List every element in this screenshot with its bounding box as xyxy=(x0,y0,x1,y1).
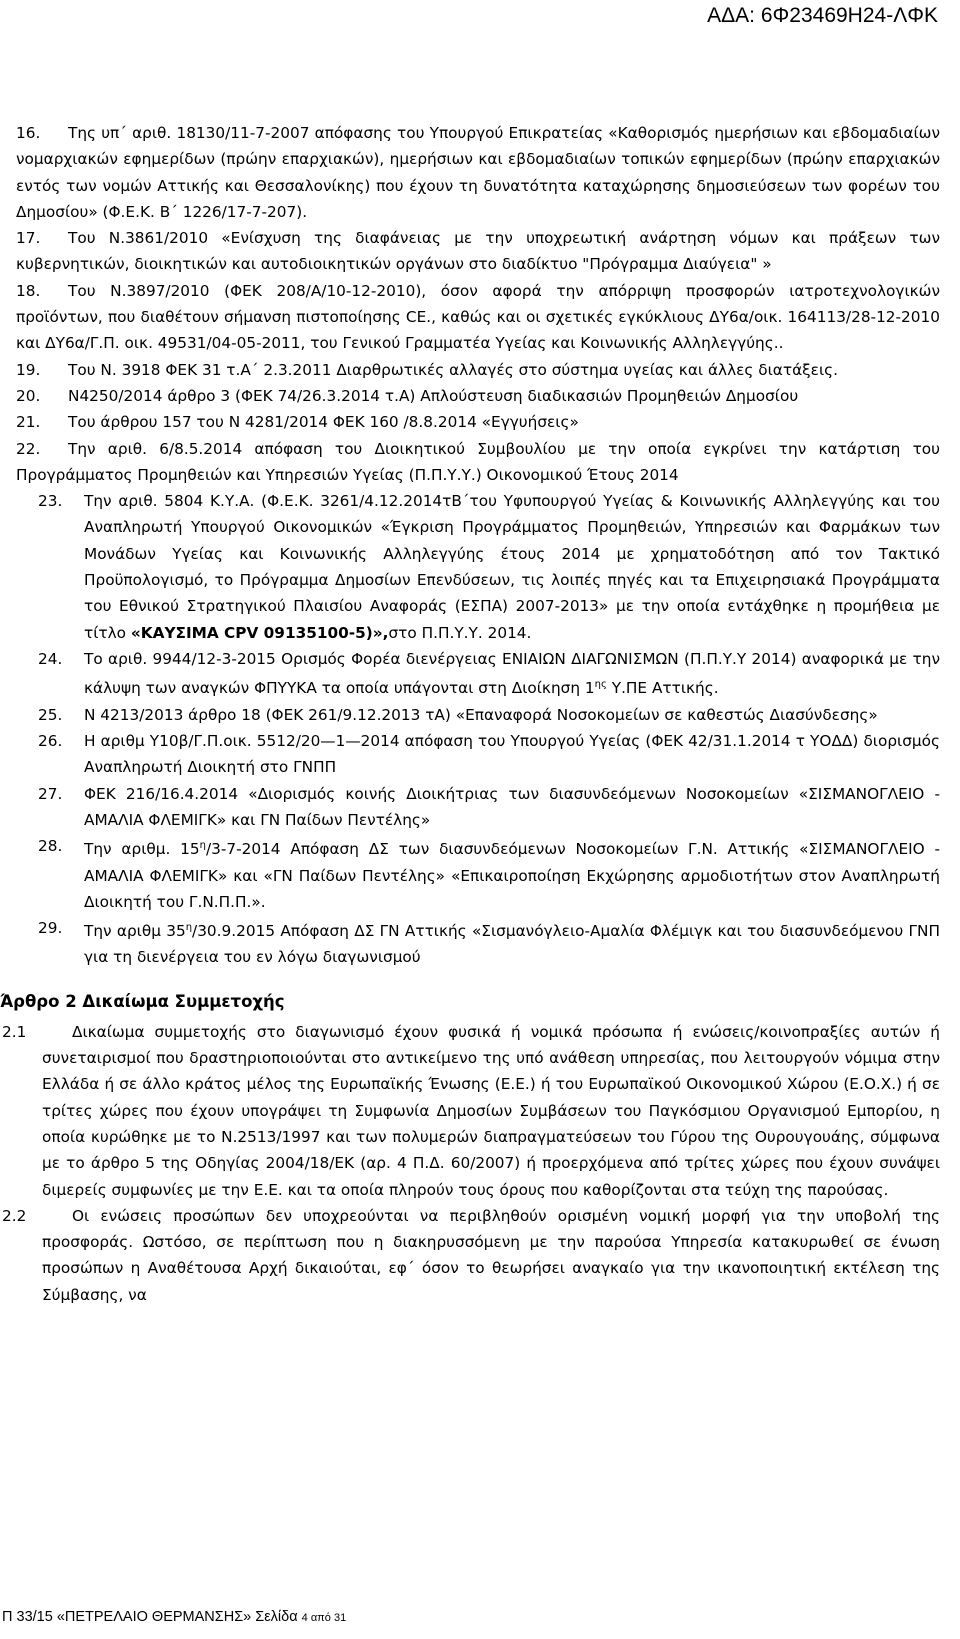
list-item-text-main: Ν4250/2014 άρθρο 3 (ΦΕΚ 74/26.3.2014 τ.Α) Απλούστευση διαδικασιών Προμηθειών Δημοσίου xyxy=(68,386,799,405)
list-item-text xyxy=(16,409,940,435)
list-item-text-main: Του Ν.3861/2010 «Ενίσχυση της διαφάνειας με την υποχρεωτική ανάρτηση νόμων και πράξεων των κυβερνητικών, διοικητικών και αυτοδιοικητικών οργάνων στο διαδίκτυο "Πρόγραμμα Διαύγεια" » xyxy=(16,229,940,274)
list-item-text-tail: /3-7-2014 Απόφαση ΔΣ των διασυνδεόμενων Νοσοκομείων Γ.Ν. Αττικής «ΣΙΣΜΑΝΟΓΛΕΙΟ - ΑΜΑΛΙΑ ΦΛΕΜΙΓΚ» και «ΓΝ Παίδων Πεντέλης» «Επικαιροποίηση Εκχώρησης αρμοδιοτήτων στον Αναπληρωτή Διοικητή του Γ.Ν.Π.Π.». xyxy=(84,840,940,911)
list-item-number: 16. xyxy=(16,124,41,142)
list-item-text-main: Του Ν.3897/2010 (ΦΕΚ 208/Α/10-12-2010), όσον αφορά την απόρριψη προσφορών ιατροτεχνολογικών προϊόντων, που διαθέτουν σήμανση πιστοποίησης CE., καθώς και οι σχετικές εγκύκλιους ΔΥ6α/οικ. 164113/28-12-2010 και ΔΥ6α/Γ.Π. οικ. 49531/04-05-2011, του Γενικού Γραμματέα Υγείας και Κοινωνικής Αλληλεγγύης.. xyxy=(16,281,940,353)
list-item-text xyxy=(16,383,940,409)
list-item xyxy=(0,833,940,915)
list-item-text xyxy=(16,120,940,225)
article-section xyxy=(0,1019,940,1203)
list-item xyxy=(0,357,940,383)
list-item-text xyxy=(16,278,940,357)
list-item xyxy=(0,728,940,781)
list-item-text-main: Της υπ΄ αριθ. 18130/11-7-2007 απόφασης του Υπουργού Επικρατείας «Καθορισμός ημερήσιων και εβδομαδιαίων νομαρχιακών εφημερίδων (πρώην επαρχιακών), ημερήσιων και εβδομαδιαίων τοπικών εφημερίδων (πρώην επαρχιακών εντός των νομών Αττικής και Θεσσαλονίκης) που έχουν τη δυνατότητα καταχώρησης δημοσιεύσεων των φορέων του Δημοσίου» (Φ.Ε.Κ. Β΄ 1226/17-7-207). xyxy=(16,124,940,221)
list-item-text-main: Ν 4213/2013 άρθρο 18 (ΦΕΚ 261/9.12.2013 τΑ) «Επαναφορά Νοσοκομείων σε καθεστώς Διασύνδεσης» xyxy=(84,705,878,724)
list-item-text-main: Την αριθ. 5804 Κ.Υ.Α. (Φ.Ε.Κ. 3261/4.12.2014τΒ΄του Υφυπουργού Υγείας & Κοινωνικής Αλληλεγγύης και του Αναπληρωτή Υπουργού Οικονομικών «Έγκριση Προγράμματος Προμηθειών, Υπηρεσιών και Φαρμάκων των Μονάδων Υγείας και Κοινωνικής Αλληλεγγύης έτους 2014 με χρηματοδότηση από τον Τακτικό Προϋπολογισμό, το Πρόγραμμα Δημοσίων Επενδύσεων, τις λοιπές πηγές και τα Επιχειρησιακά Προγράμματα του Εθνικού Στρατηγικού Πλαισίου Αναφοράς (ΕΣΠΑ) 2007-2013» με την οποία εντάχθηκε η προμήθεια με τίτλο xyxy=(84,492,940,642)
list-item-text-tail: /30.9.2015 Απόφαση ΔΣ ΓΝ Αττικής «Σισμανόγλειο-Αμαλία Φλέμιγκ και του διασυνδεόμενου ΓΝΠ για τη διενέργεια του εν λόγω διαγωνισμού xyxy=(84,922,940,967)
list-item-number: 26. xyxy=(38,731,63,750)
list-item-text xyxy=(84,488,940,646)
list-item-number: 23. xyxy=(38,492,63,511)
page-footer xyxy=(2,1609,346,1625)
list-item-number: 19. xyxy=(16,360,41,379)
list-item-text xyxy=(16,357,940,383)
list-item xyxy=(0,646,940,702)
list-item-text xyxy=(84,728,940,781)
list-item-text xyxy=(16,225,940,278)
list-item xyxy=(0,915,940,971)
article-sections xyxy=(0,1019,940,1308)
list-item-number: 27. xyxy=(38,784,63,803)
list-item-number: 21. xyxy=(16,413,41,432)
list-item-text xyxy=(84,781,940,834)
list-item xyxy=(0,409,940,435)
section-number: 2.1 xyxy=(2,1022,27,1041)
list-item-text xyxy=(84,833,940,915)
list-item xyxy=(0,278,940,357)
list-item-number: 17. xyxy=(16,229,41,248)
article-section xyxy=(0,1203,940,1308)
list-item xyxy=(0,436,940,489)
list-item xyxy=(0,488,940,646)
section-text: Δικαίωμα συμμετοχής στο διαγωνισμό έχουν φυσικά ή νομικά πρόσωπα ή ενώσεις/κοινοπραξίες αυτών ή συνεταιρισμοί που δραστηριοποιούνται στο αντικείμενο της υπό ανάθεση υπηρεσίας, που λειτουργούν νόμιμα στην Ελλάδα ή σε άλλο κράτος μέλος της Ευρωπαϊκής Ένωσης (Ε.Ε.) ή του Ευρωπαϊκού Οικονομικού Χώρου (Ε.Ο.Χ.) ή σε τρίτες χώρες που έχουν υπογράψει τη Συμφωνία Δημοσίων Συμβάσεων του Παγκόσμιου Οργανισμού Εμπορίου, η οποία κυρώθηκε με το Ν.2513/1997 και των πολυμερών διαπραγματεύσεων του Γύρου της Ουρουγουάης, σύμφωνα με το άρθρο 5 της Οδηγίας 2004/18/ΕΚ (αρ. 4 Π.Δ. 60/2007) ή προερχόμενα από τρίτες χώρες που έχουν συνάψει διμερείς συμφωνίες με την Ε.Ε. και τα οποία πληρούν τους όρους που καθορίζονται στα τεύχη της παρούσας. xyxy=(42,1022,940,1199)
list-item-number: 28. xyxy=(38,837,63,856)
list-item-bold-title: «ΚΑΥΣΙΜΑ CPV 09135100-5)», xyxy=(130,623,389,642)
list-item xyxy=(0,225,940,278)
section-text: Οι ενώσεις προσώπων δεν υποχρεούνται να περιβληθούν ορισμένη νομική μορφή για την υποβολή της προσφοράς. Ωστόσο, σε περίπτωση που η διακηρυσσόμενη με την παρούσα Υπηρεσία κατακυρωθεί σε ένωση προσώπων η Αναθέτουσα Αρχή δικαιούται, εφ΄ όσον το θεωρήσει αναγκαίο για την ικανοποιητική εκτέλεση της Σύμβασης, να xyxy=(42,1206,940,1304)
list-item-superscript: ης xyxy=(594,679,607,691)
ada-code: ΑΔΑ: 6Φ23469Η24-ΛΦΚ xyxy=(707,4,938,27)
list-item xyxy=(0,383,940,409)
list-item-text-main: Του άρθρου 157 του Ν 4281/2014 ΦΕΚ 160 /8.8.2014 «Εγγυήσεις» xyxy=(68,413,579,432)
list-item-text-main: Την αριθμ 35 xyxy=(84,922,186,941)
list-item-number: 25. xyxy=(38,705,63,724)
list-item-text-main: Του Ν. 3918 ΦΕΚ 31 τ.Α΄ 2.3.2011 Διαρθρωτικές αλλαγές στο σύστημα υγείας και άλλες διατάξεις. xyxy=(68,360,838,379)
list-item-number: 29. xyxy=(38,919,63,938)
footer-of: από xyxy=(307,1612,334,1624)
list-item-text-main: Την αριθ. 6/8.5.2014 απόφαση του Διοικητικού Συμβουλίου με την οποία εγκρίνει την κατάρτιση του Προγράμματος Προμηθειών και Υπηρεσιών Υγείας (Π.Π.Υ.Υ.) Οικονομικού Έτους 2014 xyxy=(16,439,940,484)
list-item-text-tail: Υ.ΠΕ Αττικής. xyxy=(606,679,719,698)
list-item-text-main: Την αριθμ. 15 xyxy=(84,840,200,859)
list-item-text xyxy=(84,702,940,728)
list-item xyxy=(0,702,940,728)
legal-references-list xyxy=(0,120,940,971)
list-item-number: 18. xyxy=(16,281,41,300)
list-item-text xyxy=(84,646,940,702)
list-item-text-main: Η αριθμ Υ10β/Γ.Π.οικ. 5512/20—1—2014 απόφαση του Υπουργού Υγείας (ΦΕΚ 42/31.1.2014 τ ΥΟΔΔ) διορισμός Αναπληρωτή Διοικητή στο ΓΝΠΠ xyxy=(84,731,940,777)
footer-page-total: 31 xyxy=(333,1612,347,1624)
list-item-number: 22. xyxy=(16,439,41,458)
footer-page-number: 4 xyxy=(301,1612,308,1624)
list-item xyxy=(0,781,940,834)
article-heading: Άρθρο 2 Δικαίωμα Συμμετοχής xyxy=(0,991,285,1011)
list-item-text xyxy=(84,915,940,971)
list-item-text-main: Το αριθ. 9944/12-3-2015 Ορισμός Φορέα διενέργειας ΕΝΙΑΙΩΝ ΔΙΑΓΩΝΙΣΜΩΝ (Π.Π.Υ.Υ 2014) αναφορικά με την κάλυψη των αναγκών ΦΠΥΥΚΑ τα οποία υπάγονται στη Διοίκηση 1 xyxy=(84,649,940,698)
list-item-text xyxy=(16,436,940,489)
list-item-superscript: η xyxy=(185,922,193,934)
list-item-number: 20. xyxy=(16,386,41,405)
list-item-text-main: ΦΕΚ 216/16.4.2014 «Διορισμός κοινής Διοικήτριας των διασυνδεόμενων Νοσοκομείων «ΣΙΣΜΑΝΟΓΛΕΙΟ - ΑΜΑΛΙΑ ΦΛΕΜΙΓΚ» και ΓΝ Παίδων Πεντέλης» xyxy=(84,784,940,829)
section-number: 2.2 xyxy=(2,1206,27,1225)
list-item xyxy=(0,120,940,225)
footer-text: Π 33/15 «ΠΕΤΡΕΛΑΙΟ ΘΕΡΜΑΝΣΗΣ» Σελίδα xyxy=(2,1609,302,1625)
list-item-text-tail: στο Π.Π.Υ.Υ. 2014. xyxy=(388,623,532,642)
document-body xyxy=(0,120,940,1308)
list-item-superscript: η xyxy=(199,840,206,852)
list-item-number: 24. xyxy=(38,649,63,668)
